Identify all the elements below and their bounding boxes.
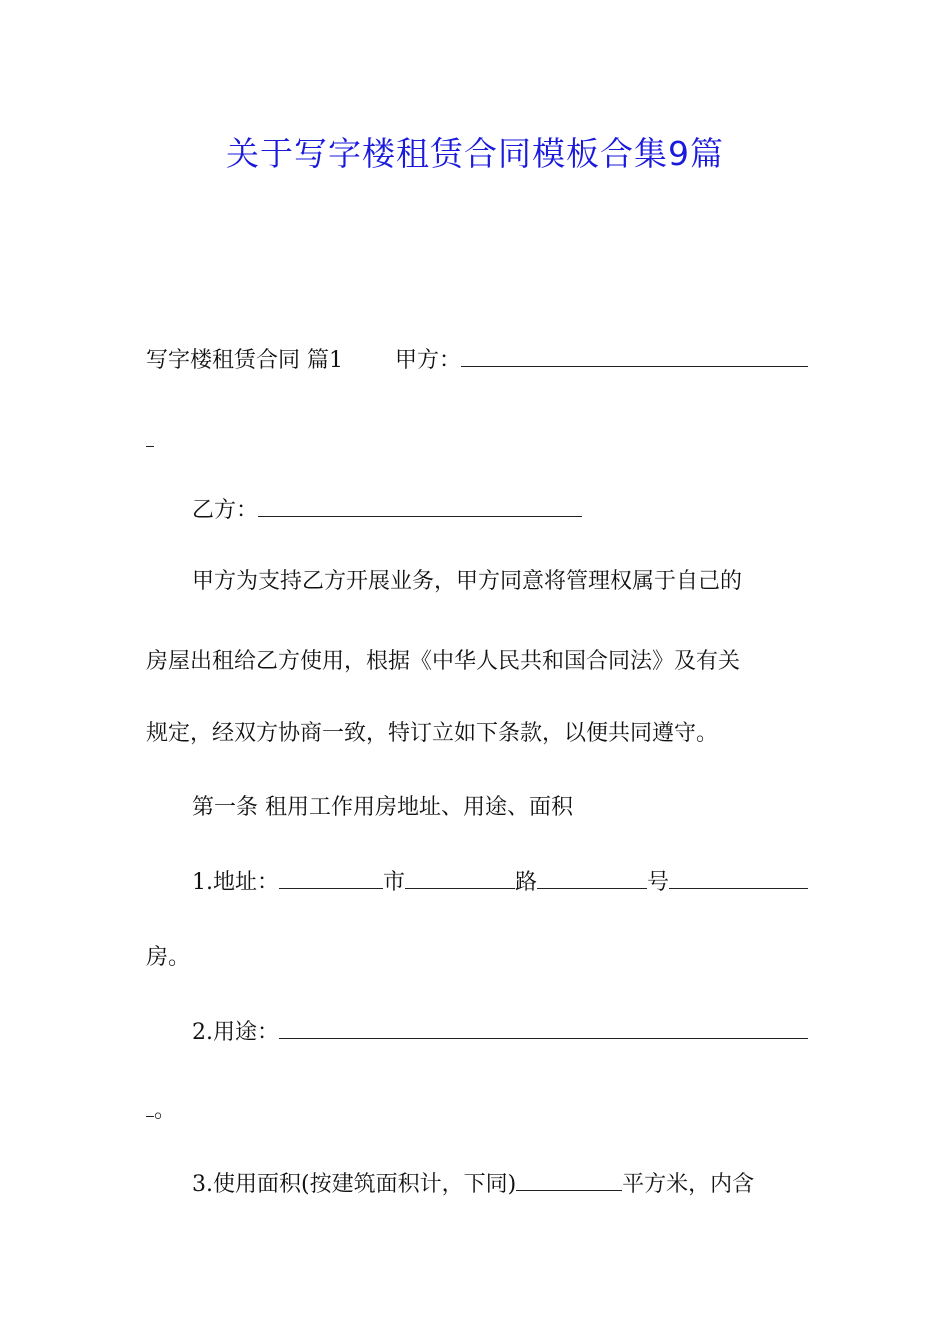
area-label: 3.使用面积(按建筑面积计，下同) xyxy=(192,1172,517,1197)
document-title: 关于写字楼租赁合同模板合集9篇 xyxy=(226,134,724,173)
party-b-row xyxy=(192,494,808,527)
party-a-blank-continued-row xyxy=(146,424,808,457)
area-row xyxy=(192,1168,808,1201)
address-blank-3 xyxy=(537,866,647,889)
intro-line-3: 规定，经双方协商一致，特订立如下条款，以便共同遵守。 xyxy=(146,721,719,746)
section-heading: 写字楼租赁合同 篇1 xyxy=(146,348,343,373)
usage-blank-continued xyxy=(146,1094,154,1117)
usage-label: 2.用途： xyxy=(192,1020,279,1045)
intro-line-2: 房屋出租给乙方使用，根据《中华人民共和国合同法》及有关 xyxy=(146,649,741,674)
party-a-label: 甲方： xyxy=(395,348,462,373)
article-1-heading: 第一条 租用工作用房地址、用途、面积 xyxy=(192,795,573,820)
party-b-label: 乙方： xyxy=(192,498,259,523)
area-blank xyxy=(516,1168,622,1191)
road-label: 路 xyxy=(515,870,538,895)
number-label: 号 xyxy=(647,870,670,895)
address-label: 1.地址： xyxy=(192,870,279,895)
intro-line-1: 甲方为支持乙方开展业务，甲方同意将管理权属于自己的 xyxy=(192,569,743,594)
party-a-blank xyxy=(461,344,808,367)
city-label: 市 xyxy=(383,870,406,895)
usage-blank-continued-row xyxy=(146,1094,808,1127)
address-blank-4 xyxy=(669,866,808,889)
usage-blank xyxy=(279,1016,808,1039)
address-blank-2 xyxy=(405,866,515,889)
address-row xyxy=(192,866,808,899)
address-blank-1 xyxy=(279,866,383,889)
area-unit: 平方米，内含 xyxy=(622,1172,755,1197)
party-b-blank xyxy=(258,494,582,517)
usage-row xyxy=(192,1016,808,1049)
heading-row xyxy=(146,344,808,377)
room-label: 房。 xyxy=(146,945,191,970)
party-a-blank-continued xyxy=(146,424,154,447)
usage-end: 。 xyxy=(154,1098,177,1123)
